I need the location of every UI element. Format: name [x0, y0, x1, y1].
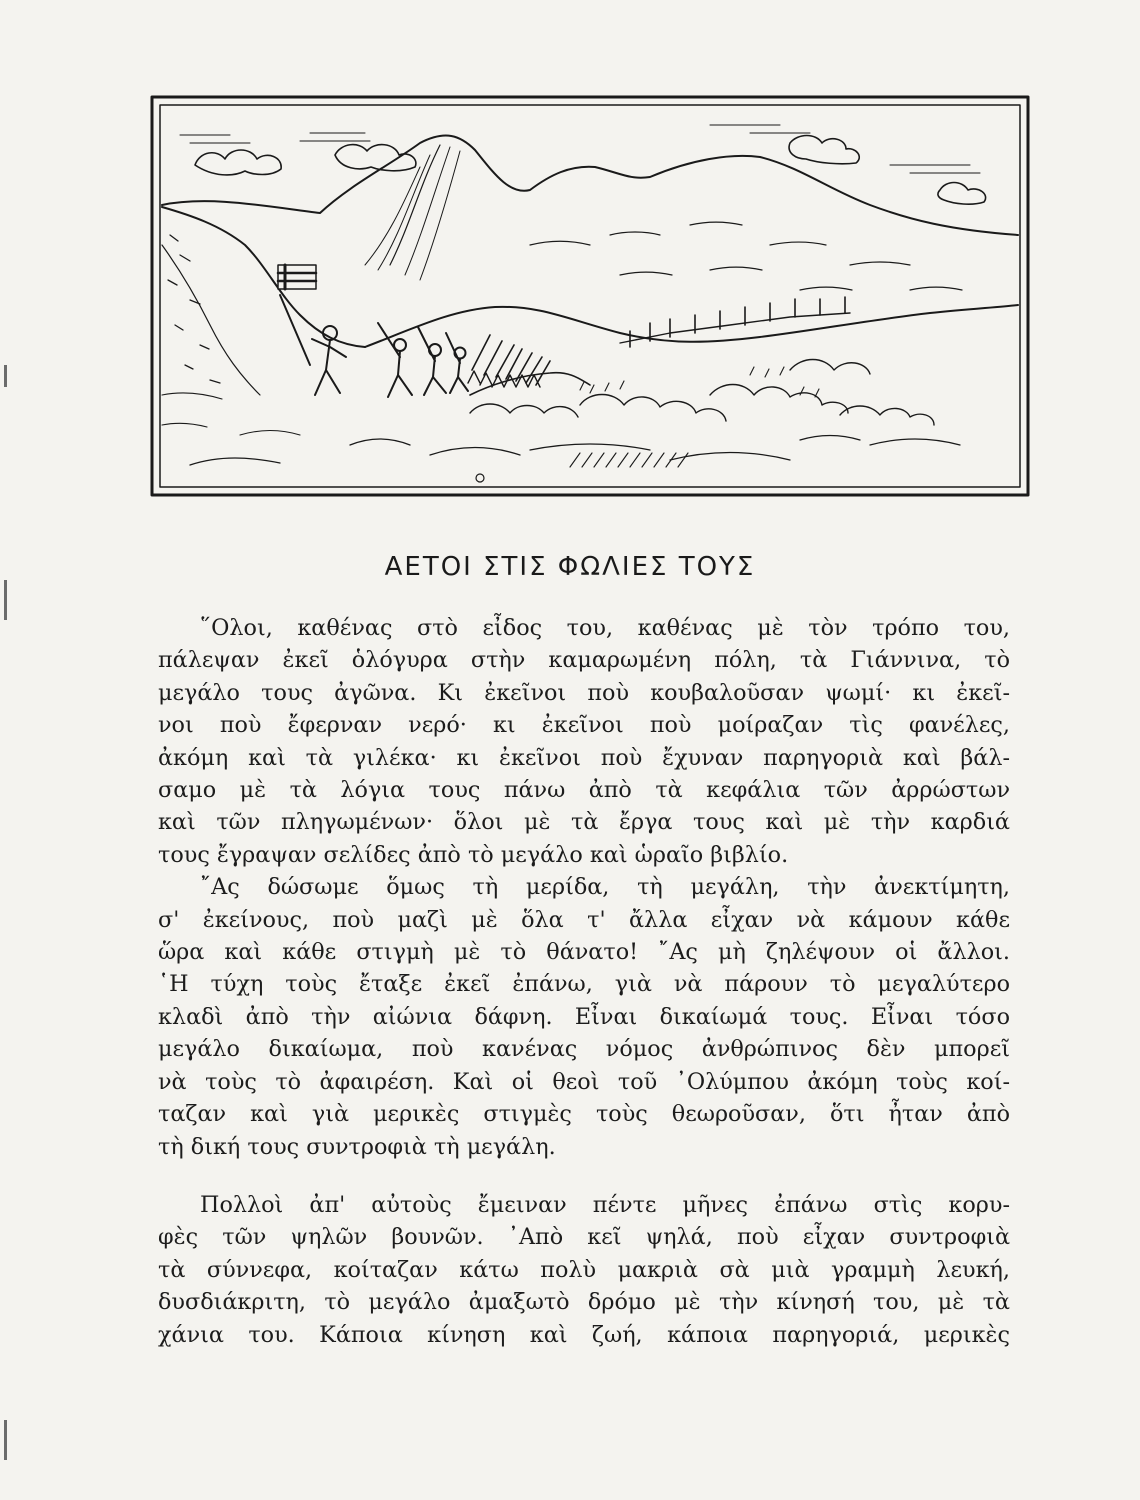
chapter-title: ΑΕΤΟΙ ΣΤΙΣ ΦΩΛΙΕΣ ΤΟΥΣ	[384, 552, 756, 582]
text-line: σαμο μὲ τὰ λόγια τους πάνω ἀπὸ τὰ κεφάλια τῶν ἀρρώστων	[158, 777, 1010, 804]
text-line: μεγάλο τους ἀγῶνα. Κι ἐκεῖνοι ποὺ κουβαλοῦσαν ψωμί· κι ἐκεῖ-	[158, 679, 1010, 706]
margin-mark	[4, 1420, 7, 1460]
text-line: Πολλοὶ ἀπ' αὐτοὺς ἔμειναν πέντε μῆνες ἐπάνω στὶς κορυ-	[200, 1191, 1010, 1218]
mountain-landscape-illustration	[150, 95, 1030, 497]
text-line: ῞Ολοι, καθένας στὸ εἶδος του, καθένας μὲ τὸν τρόπο του,	[200, 615, 1010, 641]
margin-mark	[4, 580, 7, 620]
text-line: πάλεψαν ἐκεῖ ὁλόγυρα στὴν καμαρωμένη πόλη, τὰ Γιάννινα, τὸ	[158, 647, 1010, 674]
text-line: ἀκόμη καὶ τὰ γιλέκα· κι ἐκεῖνοι ποὺ ἔχυναν παρηγοριὰ καὶ βάλ-	[158, 744, 1010, 771]
text-line: νοι ποὺ ἔφερναν νερό· κι ἐκεῖνοι ποὺ μοίραζαν τὶς φανέλες,	[158, 712, 1010, 739]
text-line: ῎Ας δώσωμε ὅμως τὴ μερίδα, τὴ μεγάλη, τὴν ἀνεκτίμητη,	[200, 874, 1010, 901]
text-line: νὰ τοὺς τὸ ἀφαιρέση. Καὶ οἱ θεοὶ τοῦ ᾿Ολύμπου ἀκόμη τοὺς κοί-	[158, 1068, 1010, 1095]
text-line: καὶ τῶν πληγωμένων· ὅλοι μὲ τὰ ἔργα τους καὶ μὲ τὴν καρδιά	[158, 809, 1010, 836]
text-line: ταζαν καὶ γιὰ μερικὲς στιγμὲς τοὺς θεωροῦσαν, ὅτι ἦταν ἀπὸ	[158, 1101, 1010, 1128]
paragraph-gap	[158, 1163, 1010, 1189]
text-line: κλαδὶ ἀπὸ τὴν αἰώνια δάφνη. Εἶναι δικαίωμά τους. Εἶναι τόσο	[158, 1003, 1010, 1030]
text-line: φὲς τῶν ψηλῶν βουνῶν. ᾿Απὸ κεῖ ψηλά, ποὺ εἶχαν συντροφιὰ	[158, 1224, 1010, 1251]
text-line: χάνια του. Κάποια κίνηση καὶ ζωή, κάποια παρηγοριά, μερικὲς	[158, 1321, 1010, 1348]
text-line: ῾Η τύχη τοὺς ἔταξε ἐκεῖ ἐπάνω, γιὰ νὰ πάρουν τὸ μεγαλύτερο	[158, 971, 1010, 998]
text-line: σ' ἐκείνους, ποὺ μαζὶ μὲ ὅλα τ' ἄλλα εἶχαν νὰ κάμουν κάθε	[158, 906, 1010, 933]
text-line: δυσδιάκριτη, τὸ μεγάλο ἀμαξωτὸ δρόμο μὲ τὴν κίνησή του, μὲ τὰ	[158, 1289, 1010, 1316]
margin-mark	[4, 365, 7, 387]
text-line: τους ἔγραψαν σελίδες ἀπὸ τὸ μεγάλο καὶ ὡραῖο βιβλίο.	[158, 841, 789, 868]
body-text	[158, 612, 1010, 1351]
paragraph-2	[158, 871, 1010, 1163]
paragraph-3	[158, 1189, 1010, 1351]
text-line: τὴ δική τους συντροφιὰ τὴ μεγάλη.	[158, 1133, 556, 1160]
text-line: μεγάλο δικαίωμα, ποὺ κανένας νόμος ἀνθρώπινος δὲν μπορεῖ	[158, 1036, 1010, 1063]
text-line: ὥρα καὶ κάθε στιγμὴ μὲ τὸ θάνατο! ῎Ας μὴ ζηλέψουν οἱ ἄλλοι.	[158, 939, 1010, 966]
paragraph-1	[158, 612, 1010, 871]
text-line: τὰ σύννεφα, κοίταζαν κάτω πολὺ μακριὰ σὰ μιὰ γραμμὴ λευκή,	[158, 1256, 1010, 1283]
